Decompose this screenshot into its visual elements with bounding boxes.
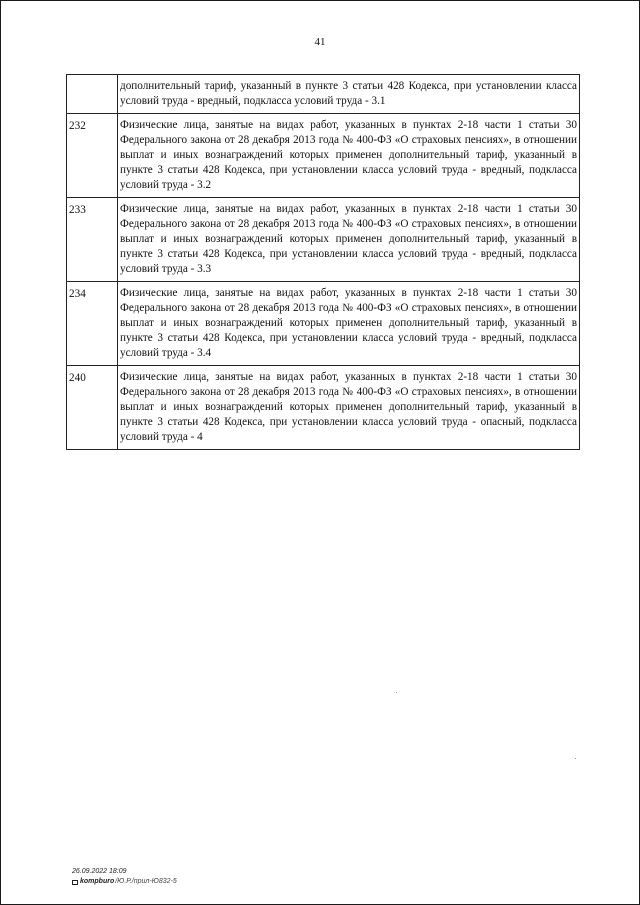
scan-speck xyxy=(575,758,576,759)
row-description: Физические лица, занятые на видах работ, указанных в пунктах 2-18 части 1 статьи 30 Федерального закона от 28 декабря 2013 года № 400-ФЗ «О страховых пенсиях», в отношении выплат и иных вознаграждений которых применен дополнительный тариф, указанный в пункте 3 статьи 428 Кодекса, при установлении класса условий труда - вредный, подкласса условий труда - 3.3 xyxy=(118,198,580,282)
page-number: 41 xyxy=(314,36,326,48)
scan-speck xyxy=(396,692,397,693)
footer-stamp xyxy=(72,867,177,887)
table-row xyxy=(67,114,580,198)
table-row xyxy=(67,366,580,450)
footer-brand: kompburo xyxy=(80,878,115,885)
footer-reference: /Ю.Р./прил-Ю832-5 xyxy=(115,878,177,885)
row-code: 232 xyxy=(67,114,118,198)
row-description: Физические лица, занятые на видах работ, указанных в пунктах 2-18 части 1 статьи 30 Федерального закона от 28 декабря 2013 года № 400-ФЗ «О страховых пенсиях», в отношении выплат и иных вознаграждений которых применен дополнительный тариф, указанный в пункте 3 статьи 428 Кодекса, при установлении класса условий труда - вредный, подкласса условий труда - 3.4 xyxy=(118,282,580,366)
row-code xyxy=(67,75,118,114)
codes-table xyxy=(66,74,580,450)
table-row xyxy=(67,75,580,114)
row-description: Физические лица, занятые на видах работ, указанных в пунктах 2-18 части 1 статьи 30 Федерального закона от 28 декабря 2013 года № 400-ФЗ «О страховых пенсиях», в отношении выплат и иных вознаграждений которых применен дополнительный тариф, указанный в пункте 3 статьи 428 Кодекса, при установлении класса условий труда - вредный, подкласса условий труда - 3.2 xyxy=(118,114,580,198)
footer-timestamp: 26.09.2022 18:09 xyxy=(72,868,127,875)
row-code: 233 xyxy=(67,198,118,282)
table-row xyxy=(67,282,580,366)
footer-source xyxy=(72,877,177,887)
printer-icon xyxy=(72,880,78,885)
table-row xyxy=(67,198,580,282)
row-code: 234 xyxy=(67,282,118,366)
row-description: Физические лица, занятые на видах работ, указанных в пунктах 2-18 части 1 статьи 30 Федерального закона от 28 декабря 2013 года № 400-ФЗ «О страховых пенсиях», в отношении выплат и иных вознаграждений которых применен дополнительный тариф, указанный в пункте 3 статьи 428 Кодекса, при установлении класса условий труда - опасный, подкласса условий труда - 4 xyxy=(118,366,580,450)
row-description: дополнительный тариф, указанный в пункте 3 статьи 428 Кодекса, при установлении класса условий труда - вредный, подкласса условий труда - 3.1 xyxy=(118,75,580,114)
row-code: 240 xyxy=(67,366,118,450)
